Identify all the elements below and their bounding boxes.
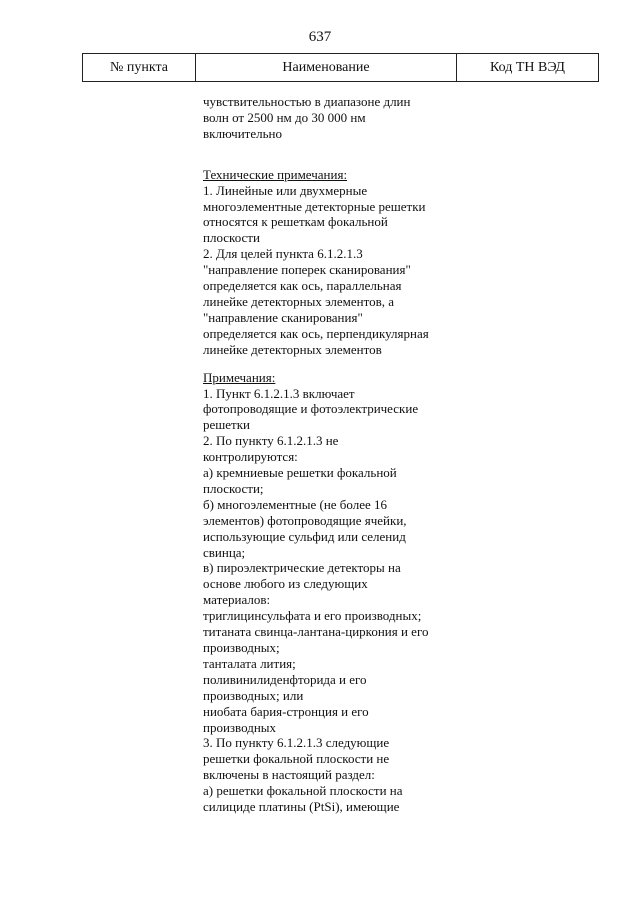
text-line: а) кремниевые решетки фокальной <box>203 465 397 481</box>
text-line: включены в настоящий раздел: <box>203 767 375 783</box>
text-line: титаната свинца-лантана-циркония и его <box>203 624 429 640</box>
text-line: многоэлементные детекторные решетки <box>203 198 426 214</box>
text-line: "направление сканирования" <box>203 309 363 325</box>
text-line: волн от 2500 нм до 30 000 нм <box>203 109 366 125</box>
text-line: 1. Линейные или двухмерные <box>203 182 368 198</box>
text-line: б) многоэлементные (не более 16 <box>203 496 388 512</box>
text-line: использующие сульфид или селенид <box>203 528 406 544</box>
text-line: производных; <box>203 640 280 655</box>
text-line: в) пироэлектрические детекторы на <box>203 560 401 576</box>
table-header <box>82 53 599 82</box>
text-line: основе любого из следующих <box>203 576 368 592</box>
text-line: "направление поперек сканирования" <box>203 262 411 278</box>
text-line: силициде платины (PtSi), имеющие <box>203 799 400 815</box>
text-line: свинца; <box>203 544 246 560</box>
text-line: поливинилиденфторида и его <box>203 671 367 687</box>
column-header-name: Наименование <box>196 54 457 81</box>
notes-heading: Примечания: <box>203 369 276 385</box>
text-line: плоскости; <box>203 480 264 496</box>
text-line: плоскости <box>203 230 260 246</box>
text-line: включительно <box>203 125 282 141</box>
page-number: 637 <box>308 29 332 45</box>
text-line: линейке детекторных элементов <box>203 341 382 357</box>
text-line: относятся к решеткам фокальной <box>203 214 388 230</box>
column-header-tnved-code: Код ТН ВЭД <box>490 59 565 75</box>
text-line: решетки <box>203 417 251 433</box>
text-line: определяется как ось, параллельная <box>203 278 402 294</box>
text-line: триглицинсульфата и его производных; <box>203 608 422 624</box>
text-line: линейке детекторных элементов, а <box>203 293 395 309</box>
text-line: производных; или <box>203 687 304 703</box>
text-line: фотопроводящие и фотоэлектрические <box>203 401 419 417</box>
text-line: 3. По пункту 6.1.2.1.3 следующие <box>203 735 390 751</box>
column-header-item-number: № пункта <box>83 54 196 81</box>
text-line: материалов: <box>203 592 271 608</box>
text-line: контролируются: <box>203 449 298 465</box>
text-line: чувствительностью в диапазоне длин <box>203 94 411 109</box>
text-line: ниобата бария-стронция и его <box>203 703 369 719</box>
technical-notes-heading: Технические примечания: <box>203 166 348 182</box>
text-line: 2. По пункту 6.1.2.1.3 не <box>203 433 339 449</box>
text-line: 1. Пункт 6.1.2.1.3 включает <box>203 385 355 401</box>
notes-body <box>203 386 463 815</box>
technical-notes-body <box>203 183 463 358</box>
name-column-content <box>203 94 463 815</box>
notes <box>203 370 463 815</box>
technical-notes <box>203 167 463 358</box>
text-line: а) решетки фокальной плоскости на <box>203 783 403 799</box>
continuation-text <box>203 94 463 142</box>
text-line: решетки фокальной плоскости не <box>203 751 390 767</box>
text-line: производных <box>203 719 277 735</box>
text-line: танталата лития; <box>203 655 296 671</box>
text-line: элементов) фотопроводящие ячейки, <box>203 512 407 528</box>
text-line: определяется как ось, перпендикулярная <box>203 325 429 341</box>
text-line: 2. Для целей пункта 6.1.2.1.3 <box>203 246 363 262</box>
